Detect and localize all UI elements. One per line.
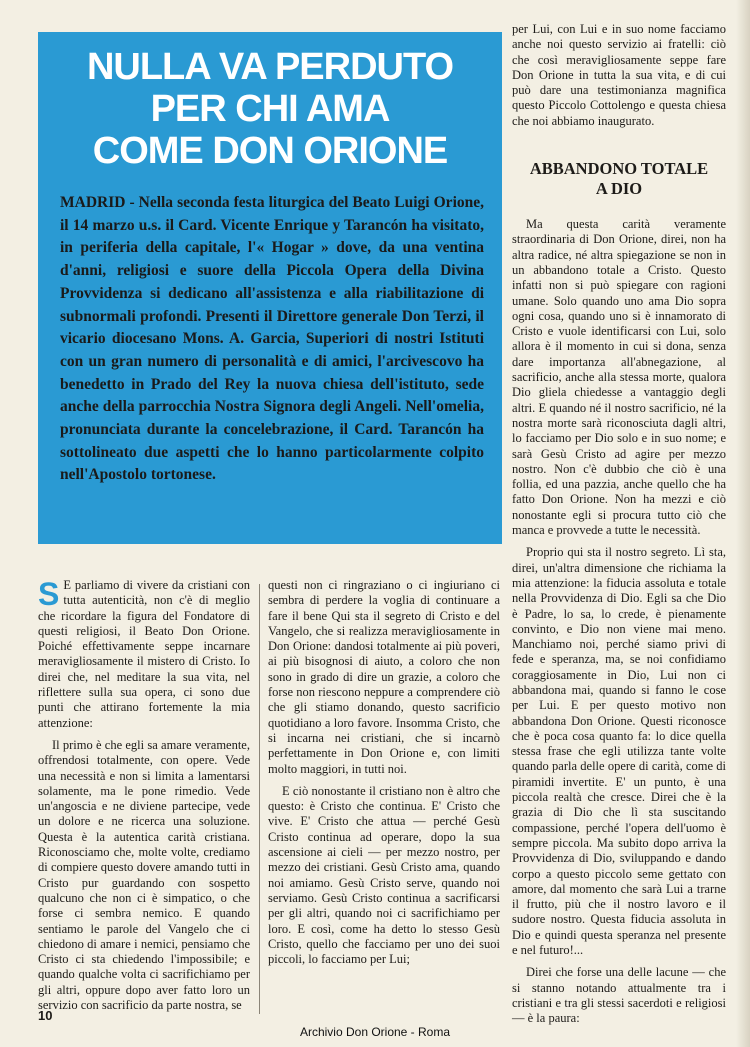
subhead-line-2: A DIO xyxy=(595,179,643,199)
subhead-line-1: ABBANDONO TOTALE xyxy=(529,159,709,179)
page-number: 10 xyxy=(38,1008,53,1023)
headline-line-2: PER CHI AMA xyxy=(150,88,390,130)
section-subhead xyxy=(512,159,726,199)
column-1 xyxy=(38,578,250,1020)
col3-paragraph-3: Direi che forse una delle lacune — che si stanno notando attualmente tra i cristiani e tra gli stessi sacerdoti e religiosi — è la paura: xyxy=(512,965,726,1026)
headline-line-1: NULLA VA PERDUTO xyxy=(86,46,454,88)
column-divider xyxy=(259,584,260,1014)
headline-panel xyxy=(38,32,502,544)
col1-paragraph-2: Il primo è che egli sa amare veramente, offrendosi totalmente, con opere. Vede una necessità e non si limita a lamentarsi solamente, ma le pone rimedio. Vede un'angoscia e ne diviene partecipe, vede un dolore e ne ricerca una soluzione. Questa è la autentica carità cristiana. Riconosciamo che, molte volte, crediamo di compiere questo dovere amando tutti in Cristo pur guardando con sospetto qualcuno che non ci è simpatico, o che forse ci sembra nemico. E quando sentiamo le parole del Vangelo che ci chiedono di amare i nemici, pensiamo che Cristo ci sta chiedendo l'impossibile; e quando qualche volta ci sacrifichiamo per gli altri, oppure dopo aver fatto loro un servizio con sacrificio da parte nostra, se xyxy=(38,737,250,1013)
col2-paragraph-2: E ciò nonostante il cristiano non è altro che questo: è Cristo che continua. E' Cristo che vive. E' Cristo che attua — perché Gesù Cristo continua ad operare, dopo la sua ascensione ai cieli — per mezzo nostro, per mezzo dei cristiani. Gesù Cristo ama, quando noi amiamo. Gesù Cristo serve, quando noi serviamo. Gesù Cristo continua a sacrificarsi per gli altri, quando noi ci sacrifichiamo per loro. E così, come ha detto lo stesso Gesù Cristo, quello che facciamo per uno dei suoi piccoli, lo facciamo per Lui; xyxy=(268,783,500,967)
col3-paragraph-2: Proprio qui sta il nostro segreto. Lì sta, direi, un'altra dimensione che richiama la mia attenzione: la fiducia assoluta e totale nella Provvidenza di Dio. Egli sa che Dio è Padre, lo sa, lo crede, è pienamente convinto, e Dio non viene mai meno. Manchiamo noi, perché siamo privi di fede e speranza, ma, se noi confidiamo coraggiosamente in Dio, Lui non ci abbandona mai, quando si fanno le cose per Lui. E per questo motivo non abbandona Don Orione. Questi riconosce che è poca cosa quanto fa: lo dice quella stessa frase che egli utilizza tante volte quando parla delle opere di carità, come di piramidi invertite. E' un punto, è una piccola realtà che cresce. Direi che è la grazia di Dio che lì sta suscitando compassione, perché l'opera dell'uomo è sempre piccola. Ma subito dopo arriva la Provvidenza di Dio, sviluppando e dando corpo a questo piccolo seme gettato con amore, dal momento che sarà Lui a trarne il frutto, più che il nostro lavoro e il sudore nostro. Questa fiducia assoluta in Dio e quindi questa speranza nel presente e nel futuro!... xyxy=(512,545,726,958)
intro-paragraph: MADRID - Nella seconda festa liturgica del Beato Luigi Orione, il 14 marzo u.s. il Card. Vicente Enrique y Tarancón ha visitato, in periferia della capitale, l'« Hogar » dove, da una ventina d'anni, religiosi e suore della Piccola Opera della Divina Provvidenza si dedicano all'assistenza e alla riabilitazione di subnormali profondi. Presenti il Direttore generale Don Terzi, il vicario diocesano Mons. A. Garcia, Superiori di nostri Istituti con un gran numero di personalità e di amici, l'arcivescovo ha benedetto in Prado del Rey la nuova chiesa dell'istituto, sede anche della parrocchia Nostra Signora degli Angeli. Nell'omelia, pronunciata durante la concelebrazione, il Card. Tarancón ha sottolineato due aspetti che lo hanno particolarmente colpito nell'Apostolo tortonese. xyxy=(60,194,484,484)
col2-paragraph-1: questi non ci ringraziano o ci ingiuriano ci sembra di perdere la voglia di continuare a fare il bene Qui sta il segreto di Cristo e del Vangelo, che si realizza meravigliosamente in Don Orione: dandosi totalmente ai più poveri, ai più bisognosi di aiuto, a coloro che non sono in grado di dire un grazie, a coloro che forse non riescono neppure a comprendere ciò che gli stiamo donando, questo sacrificio quotidiano a loro favore. Insomma Cristo, che si incarna nei cristiani, che si incarnò perfettamente in Don Orione e, con limiti molto maggiori, in tutti noi. xyxy=(268,578,500,776)
col1-paragraph-1-text: E parliamo di vivere da cristiani con tutta autenticità, non c'è di meglio che ricordare la figura del Fondatore di questi religiosi, il Beato Don Orione. Poiché effettivamente seppe incarnare meravigliosamente il mistero di Cristo. Io direi che, nel meditare la sua vita, nel riflettere sulla sua opera, ci sono due punti che attirano fortemente la mia attenzione: xyxy=(38,578,250,730)
headline xyxy=(38,46,502,172)
headline-line-3: COME DON ORIONE xyxy=(92,130,448,172)
page-edge-shadow xyxy=(736,0,750,1047)
archive-footer: Archivio Don Orione - Roma xyxy=(299,1025,451,1039)
column-3 xyxy=(512,22,726,1034)
col1-paragraph-1 xyxy=(38,578,250,731)
col3-paragraph-0: per Lui, con Lui e in suo nome facciamo anche noi questo servizio ai fratelli: ciò che così meravigliosamente seppe fare Don Orione in tutta la sua vita, e di cui può dare una testimonianza magnifica questo Piccolo Cottolengo e questa chiesa che noi abbiamo inaugurato. xyxy=(512,22,726,128)
column-2 xyxy=(268,578,500,974)
drop-cap: S xyxy=(38,576,60,612)
col3-paragraph-1: Ma questa carità veramente straordinaria di Don Orione, direi, non ha altra radice, né altra spiegazione se non in un abbandono totale a Cristo. Questo infatti non si può spiegare con ragioni umane. Solo quando uno ama Dio sopra ogni cosa, quando uno si è innamorato di Cristo e vuole identificarsi con Lui, solo allora è il momento in cui si dona, senza dare importanza all'abnegazione, al sacrificio, anche alla stessa morte, qualora Dio gliela chiedesse a vantaggio degli altri. E quando né il nostro sacrificio, né la nostra morte sarà riconosciuta dagli altri, lo facciamo per Dio solo e in suo nome; e sarà Gesù Cristo ad agire per mezzo nostro. Non c'è dubbio che ciò è una follia, ed una pazzia, anche quello che ha fatto Don Orione. Non ha mezzi e ciò nonostante egli si procura tutto ciò che manca e provvede a tutte le necessità. xyxy=(512,217,726,538)
